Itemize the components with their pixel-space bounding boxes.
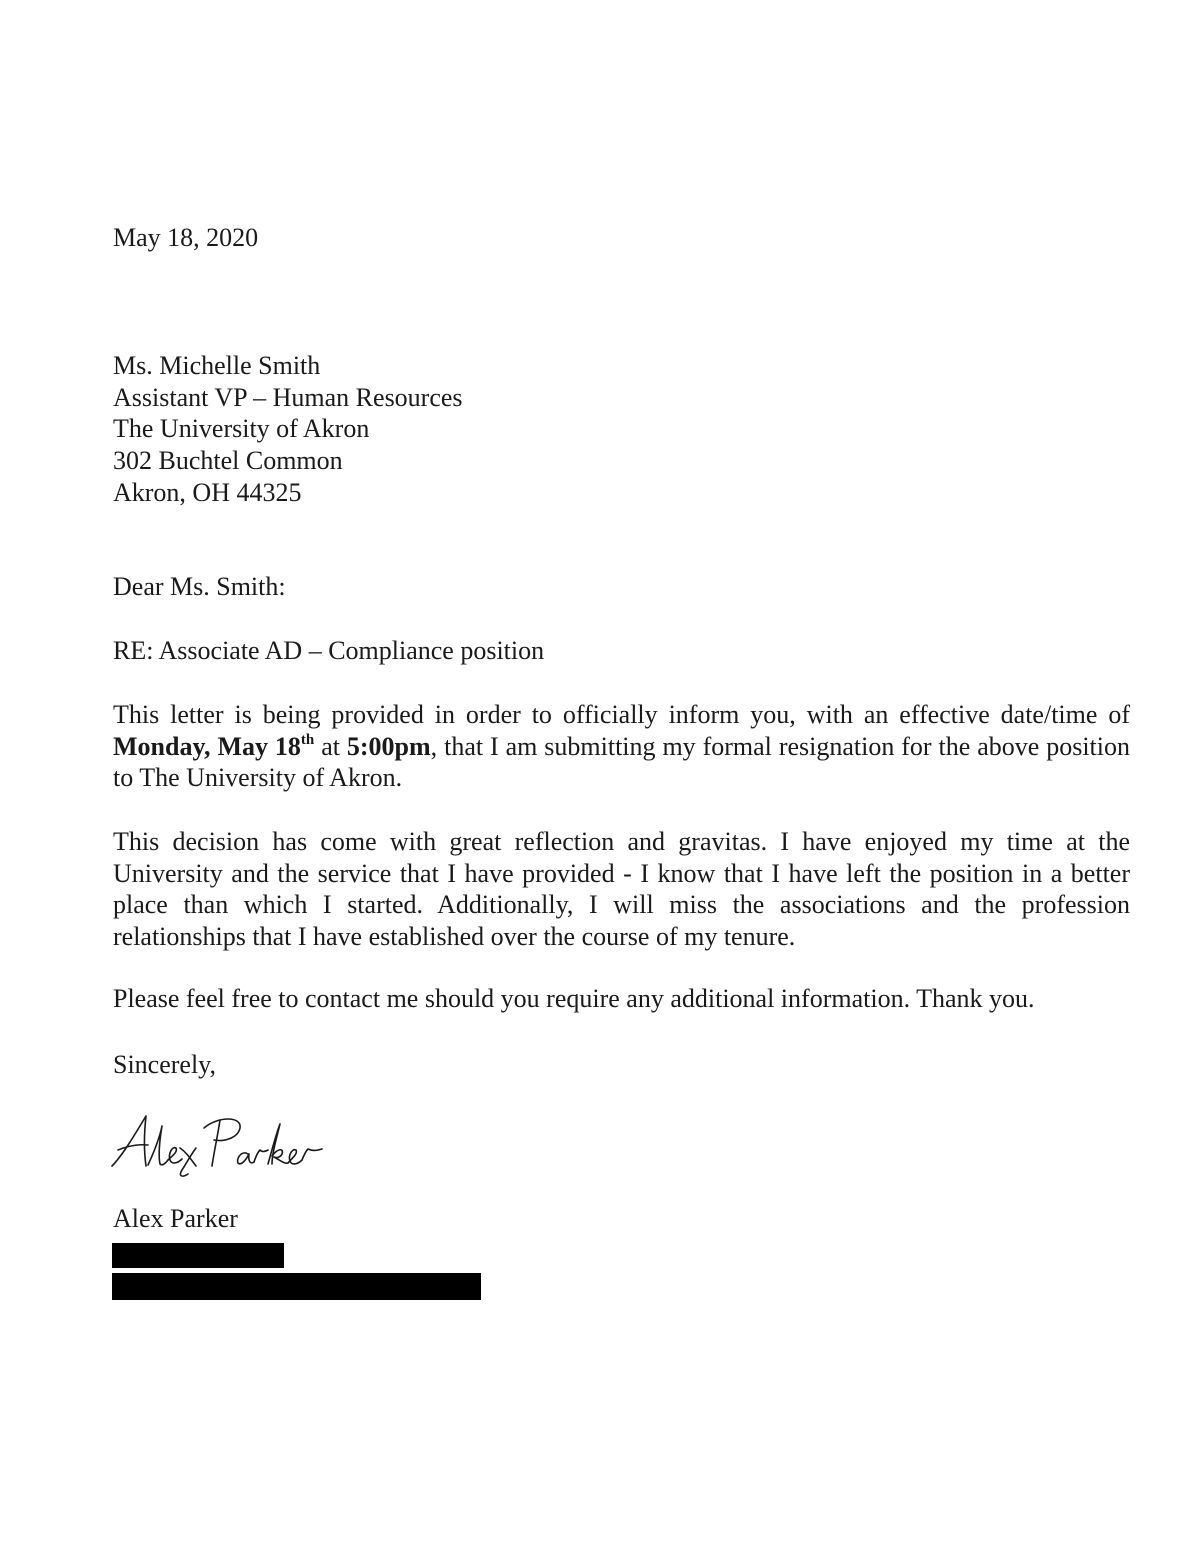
redaction-bar	[112, 1243, 284, 1268]
recipient-address	[113, 350, 463, 509]
paragraph-reflection: This decision has come with great reflection and gravitas. I have enjoyed my time at the University and the service that I have provided - I know that I have left the position in a better place than which I started. Additionally, I will miss the associations and the profession relationships that I have established over the course of my tenure.	[113, 827, 1130, 952]
recipient-title: Assistant VP – Human Resources	[113, 382, 463, 412]
subject-line: RE: Associate AD – Compliance position	[113, 636, 545, 665]
effective-day-suffix: th	[300, 731, 315, 748]
paragraph-intro: This letter is being provided in order to officially inform you, with an effective date/time of	[113, 700, 1130, 729]
closing: Sincerely,	[113, 1050, 216, 1079]
salutation: Dear Ms. Smith:	[113, 572, 286, 601]
paragraph-contact: Please feel free to contact me should you require any additional information. Thank you.	[113, 984, 1035, 1013]
printed-name: Alex Parker	[113, 1204, 238, 1233]
paragraph-resignation	[113, 699, 1130, 794]
recipient-street: 302 Buchtel Common	[113, 446, 343, 476]
at-text: at	[314, 731, 347, 761]
letter-date: May 18, 2020	[113, 223, 259, 252]
recipient-city-state-zip: Akron, OH 44325	[113, 477, 302, 507]
handwritten-signature	[108, 1108, 338, 1183]
paragraph-rest: , that I am submitting my formal resignation for the above position to The University of Akron.	[113, 731, 1130, 793]
effective-time: 5:00pm	[346, 731, 431, 761]
redaction-bar	[112, 1273, 481, 1300]
recipient-name: Ms. Michelle Smith	[113, 351, 321, 380]
recipient-organization: The University of Akron	[113, 414, 370, 444]
effective-day: Monday, May 18th	[113, 731, 315, 761]
